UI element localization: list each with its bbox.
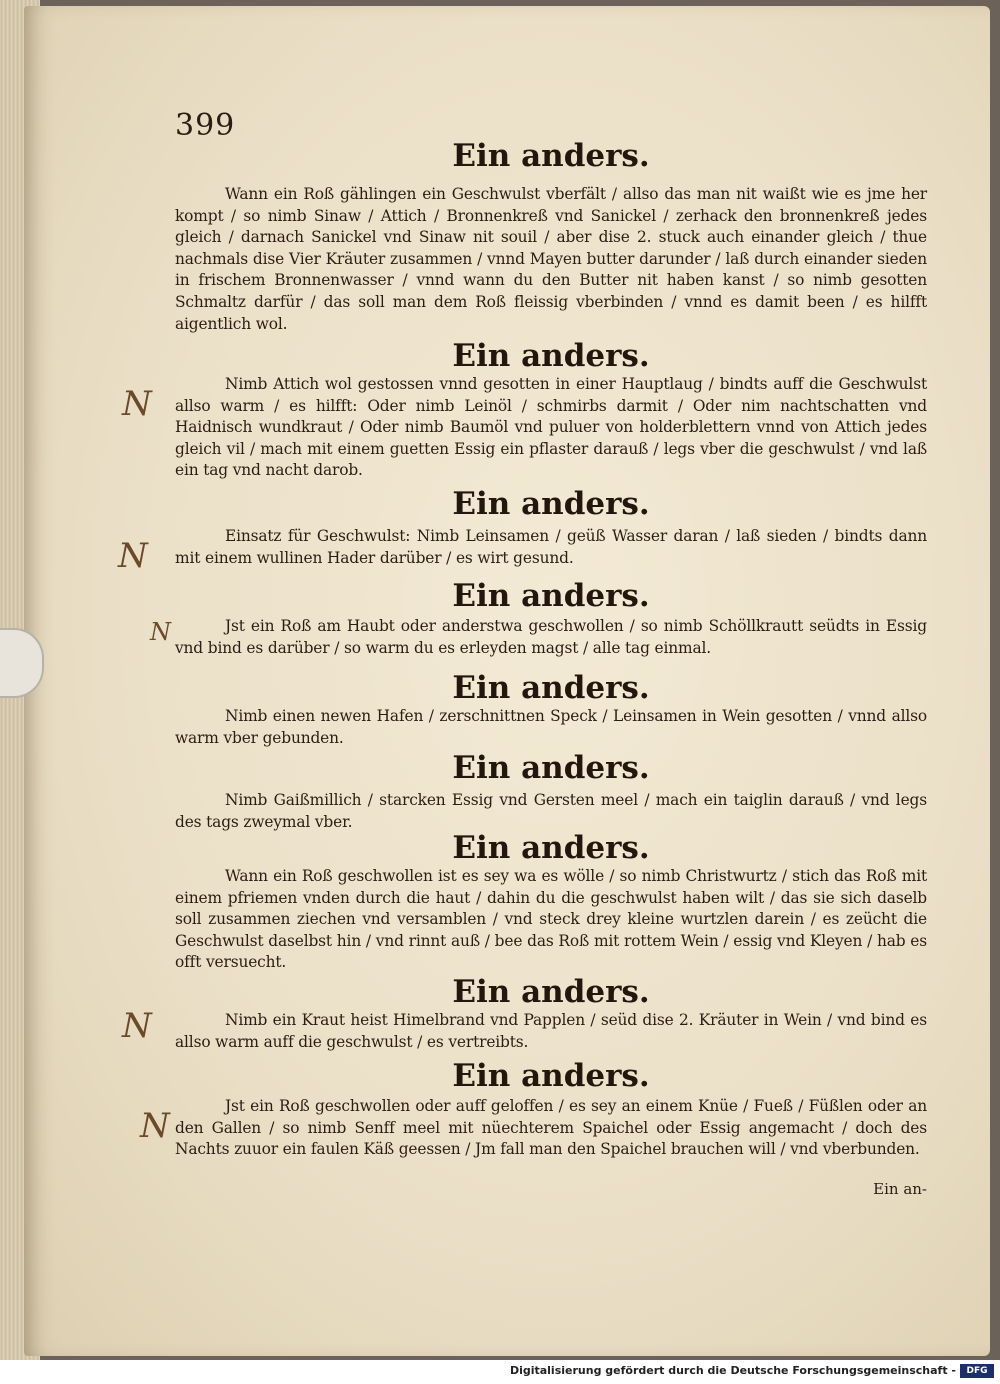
section-heading: Ein anders.: [452, 830, 650, 866]
section-heading: Ein anders.: [452, 578, 650, 614]
section-text: Nimb Gaißmillich / starcken Essig vnd Gersten meel / mach ein taiglin darauß / vnd legs des tags zweymal vber.: [175, 791, 927, 831]
margin-note-mark: N: [118, 536, 148, 576]
dfg-logo: DFG: [960, 1364, 994, 1378]
section-text: Wann ein Roß geschwollen ist es sey wa es wölle / so nimb Christwurtz / stich das Roß mit einem pfriemen vnden durch die haut / dahin du die geschwulst haben wilt / das sie sich daselb soll zusammen ziechen vnd versamblen / vnd steck drey kleine wurtzlen darein / es zeücht die Geschwulst daselbst hin / vnd rinnt auß / bee das Roß mit rottem Wein / essig vnd Kleyen / hab es offt versuecht.: [175, 867, 927, 972]
funding-credit: Digitalisierung gefördert durch die Deutsche Forschungsgemeinschaft -: [509, 1364, 956, 1377]
section-text: Einsatz für Geschwulst: Nimb Leinsamen / geüß Wasser daran / laß sieden / bindts dann mit einem wullinen Hader darüber / es wirt gesund.: [175, 527, 927, 567]
margin-note-mark: N: [140, 1106, 170, 1146]
section-text: Jst ein Roß am Haubt oder anderstwa geschwollen / so nimb Schöllkrautt seüdts in Essig vnd bind es darüber / so warm du es erleyden magst / alle tag einmal.: [175, 617, 927, 657]
section-text: Jst ein Roß geschwollen oder auff geloffen / es sey an einem Knüe / Fueß / Füßlen oder an den Gallen / so nimb Senff meel mit nüechterem Spaichel oder Essig angemacht / doch des Nachts zuuor ein faulen Käß geessen / Jm fall man den Spaichel brauchen will / vnd vberbunden.: [175, 1097, 927, 1159]
footer-bar: [0, 1360, 1000, 1384]
section-heading: Ein anders.: [452, 974, 650, 1010]
catchword: Ein an-: [873, 1180, 927, 1198]
margin-note-mark: N: [122, 384, 152, 424]
section-heading: Ein anders.: [452, 1058, 650, 1094]
page-number: 399: [175, 108, 236, 143]
section-heading: Ein anders.: [452, 138, 650, 174]
margin-note-mark: N: [122, 1006, 152, 1046]
section-heading: Ein anders.: [452, 486, 650, 522]
section-heading: Ein anders.: [452, 670, 650, 706]
section-text: Nimb ein Kraut heist Himelbrand vnd Papplen / seüd dise 2. Kräuter in Wein / vnd bind es allso warm auff die geschwulst / es vertreibts.: [175, 1011, 927, 1051]
section-heading: Ein anders.: [452, 338, 650, 374]
margin-note-mark: N: [150, 618, 171, 646]
section-text: Wann ein Roß gählingen ein Geschwulst vberfält / allso das man nit waißt wie es jme her kompt / so nimb Sinaw / Attich / Bronnenkreß vnd Sanickel / zerhack den bronnenkreß jedes gleich / darnach Sanickel vnd Sinaw nit souil / aber dise 2. stuck auch einander gleich / thue nachmals dise Vier Kräuter zusammen / vnnd Mayen butter darunder / laß durch einander sieden in frischem Bronnenwasser / vnnd wann du den Butter nit haben kanst / so nimb gesotten Schmaltz darfür / das soll man dem Roß fleissig vberbinden / vnnd es damit been / es hilfft aigentlich wol.: [175, 185, 927, 333]
section-text: Nimb Attich wol gestossen vnnd gesotten in einer Hauptlaug / bindts auff die Geschwulst allso warm / es hilfft: Oder nimb Leinöl / schmirbs darmit / Oder nim nachtschatten vnd Haidnisch wundkraut / Oder nimb Baumöl vnd puluer von holderblettern vnnd von Attich jedes gleich vil / mach mit einem guetten Essig ein pflaster darauß / legs vber die geschwulst / vnd laß ein tag vnd nacht darob.: [175, 375, 927, 480]
section-text: Nimb einen newen Hafen / zerschnittnen Speck / Leinsamen in Wein gesotten / vnnd allso warm vber gebunden.: [175, 707, 927, 747]
section-heading: Ein anders.: [452, 750, 650, 786]
